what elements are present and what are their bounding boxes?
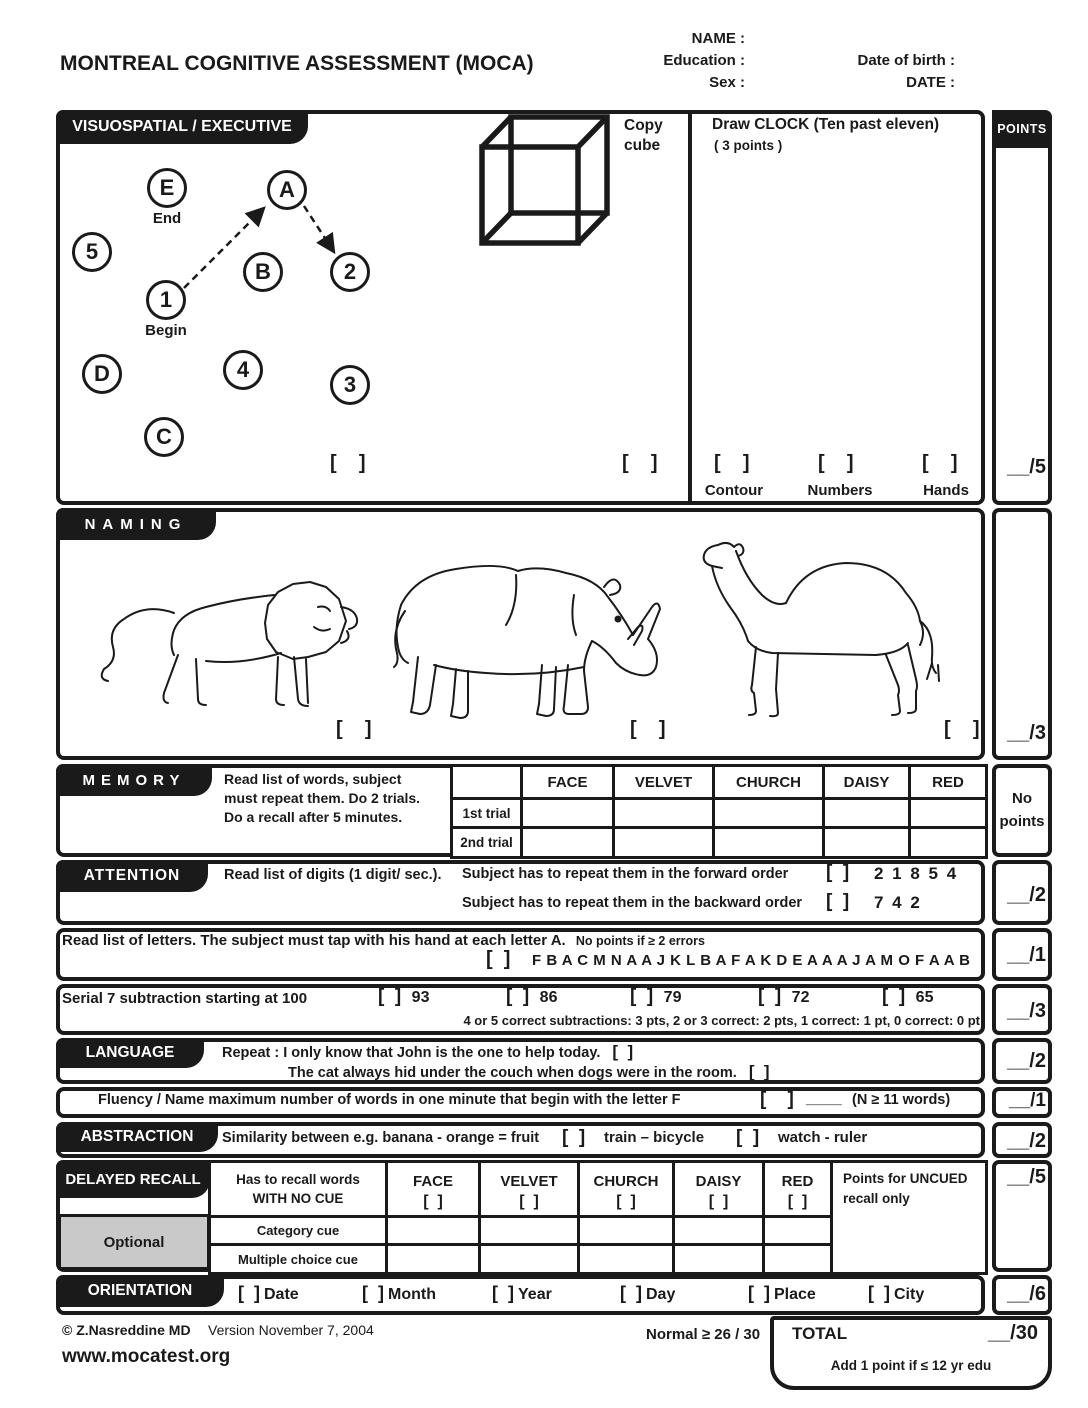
memory-trial1-cell[interactable] — [824, 799, 910, 828]
abstraction-pair1: train – bicycle — [604, 1129, 705, 1146]
attention-section-header: ATTENTION — [56, 860, 208, 892]
multiple-choice-cue-cell[interactable] — [764, 1245, 832, 1274]
lion-checkbox[interactable]: [ ] — [336, 718, 372, 740]
abstraction-score[interactable]: __/2 — [1007, 1130, 1046, 1152]
abstraction-section-header: ABSTRACTION — [56, 1122, 218, 1152]
hands-label: Hands — [923, 482, 969, 499]
trail-node-C[interactable] — [144, 417, 184, 457]
date-label: DATE : — [906, 74, 955, 91]
multiple-choice-cue-cell[interactable] — [387, 1245, 480, 1274]
backward-digits: 7 4 2 — [874, 893, 922, 912]
serial7-value: 79 — [663, 989, 682, 1006]
serial7-item-65 — [882, 986, 933, 1008]
recall-word-face — [387, 1162, 480, 1217]
trail-node-D[interactable] — [82, 354, 122, 394]
trail-checkbox[interactable]: [ ] — [330, 452, 366, 474]
orientation-year-checkbox[interactable]: [ ] — [492, 1283, 514, 1303]
memory-instruction: Read list of words, subject must repeat them. Do 2 trials. Do a recall after 5 minutes. — [224, 771, 421, 825]
numbers-label: Numbers — [807, 482, 873, 499]
category-cue-cell[interactable] — [579, 1217, 674, 1245]
serial7-value: 86 — [539, 989, 558, 1006]
orientation-item-label: Place — [774, 1286, 816, 1303]
recall-word-label: DAISY — [695, 1172, 742, 1190]
copy-cube-label: Copy cube — [624, 117, 663, 155]
camel-icon — [704, 543, 939, 716]
trail-end-label: End — [152, 210, 182, 227]
clock-hands-checkbox[interactable]: [ ] — [922, 452, 958, 474]
camel-checkbox[interactable]: [ ] — [944, 718, 980, 740]
category-cue-cell[interactable] — [387, 1217, 480, 1245]
memory-trial2-cell[interactable] — [714, 828, 824, 858]
category-cue-cell[interactable] — [764, 1217, 832, 1245]
page-title: MONTREAL COGNITIVE ASSESSMENT (MOCA) — [60, 52, 534, 75]
orientation-score[interactable]: __/6 — [1007, 1283, 1046, 1305]
orientation-section-header: ORIENTATION — [56, 1275, 224, 1307]
multiple-choice-cue-label: Multiple choice cue — [210, 1245, 387, 1274]
education-label: Education : — [663, 52, 745, 69]
visuospatial-points-box — [992, 110, 1052, 505]
letters-instruction-text: Read list of letters. The subject must tap with his hand at each letter A. — [62, 932, 566, 949]
trail-node-label: 1 — [159, 287, 173, 312]
trail-node-E[interactable] — [147, 168, 187, 208]
copyright-text: © Z.Nasreddine MD — [62, 1322, 191, 1338]
recall-church-checkbox[interactable]: [ ] — [616, 1192, 636, 1210]
language-section-header: LANGUAGE — [56, 1038, 204, 1068]
serial7-item-86 — [506, 986, 557, 1008]
trail-node-3[interactable] — [330, 365, 370, 405]
delayed-recall-table — [208, 1160, 988, 1275]
serial7-checkbox[interactable]: [ ] — [378, 986, 402, 1007]
naming-animals-graphic — [56, 535, 985, 735]
orientation-item-label: Day — [646, 1286, 676, 1303]
sex-label: Sex : — [709, 74, 745, 91]
recall-word-daisy — [674, 1162, 764, 1217]
memory-trial2-cell[interactable] — [614, 828, 714, 858]
trail-node-4[interactable] — [223, 350, 263, 390]
orientation-place-checkbox[interactable]: [ ] — [748, 1283, 770, 1303]
draw-clock-label: Draw CLOCK (Ten past eleven) — [712, 116, 940, 133]
repeat-sentence-1 — [222, 1042, 633, 1062]
orientation-item-month — [362, 1283, 436, 1304]
orientation-day-checkbox[interactable]: [ ] — [620, 1283, 642, 1303]
memory-section-header: MEMORY — [56, 764, 212, 796]
memory-corner-cell — [452, 766, 522, 799]
orientation-item-label: City — [894, 1286, 925, 1303]
orientation-city-checkbox[interactable]: [ ] — [868, 1283, 890, 1303]
serial7-value: 93 — [411, 989, 430, 1006]
lion-icon — [102, 582, 357, 706]
orientation-item-label: Year — [518, 1286, 552, 1303]
trail-node-label: C — [156, 424, 172, 449]
memory-trial2-cell[interactable] — [522, 828, 614, 858]
serial7-item-93 — [378, 986, 429, 1008]
serial7-checkbox[interactable]: [ ] — [506, 986, 530, 1007]
category-cue-cell[interactable] — [674, 1217, 764, 1245]
naming-score[interactable]: __/3 — [1007, 722, 1046, 744]
memory-table — [450, 764, 988, 859]
recall-word-label: VELVET — [500, 1172, 558, 1190]
orientation-date-checkbox[interactable]: [ ] — [238, 1283, 260, 1303]
trail-node-2[interactable] — [330, 252, 370, 292]
dob-label: Date of birth : — [857, 52, 955, 69]
fluency-label: Fluency / Name maximum number of words in one minute that begin with the letter F — [98, 1092, 681, 1108]
recall-instruction-cell — [210, 1162, 387, 1217]
orientation-month-checkbox[interactable]: [ ] — [362, 1283, 384, 1303]
serial7-scoring-note: 4 or 5 correct subtractions: 3 pts, 2 or 3 correct: 2 pts, 1 correct: 1 pt, 0 correct: 0 pt — [463, 1013, 980, 1028]
trail-node-label: 3 — [343, 372, 357, 397]
memory-trial2-cell[interactable] — [910, 828, 987, 858]
multiple-choice-cue-cell[interactable] — [674, 1245, 764, 1274]
rhinoceros-checkbox[interactable]: [ ] — [630, 718, 666, 740]
orientation-item-label: Month — [388, 1286, 436, 1303]
category-cue-label: Category cue — [210, 1217, 387, 1245]
clock-points-note: ( 3 points ) — [714, 138, 783, 153]
total-label: TOTAL — [792, 1324, 848, 1343]
delayed-recall-section-header: DELAYED RECALL — [56, 1160, 210, 1198]
clock-contour-checkbox[interactable]: [ ] — [714, 452, 750, 474]
trail-node-label: B — [255, 259, 271, 284]
trail-node-label: 2 — [343, 259, 357, 284]
memory-trial1-cell[interactable] — [522, 799, 614, 828]
clock-numbers-checkbox[interactable]: [ ] — [818, 452, 854, 474]
forward-digits: 2 1 8 5 4 — [874, 864, 959, 883]
memory-word-red: RED — [910, 766, 987, 799]
orientation-item-date — [238, 1283, 299, 1304]
abstraction-pair2-checkbox[interactable]: [ ] — [736, 1127, 760, 1148]
cube-graphic — [470, 112, 620, 252]
recall-instruction-line1: Has to recall words — [236, 1172, 360, 1187]
trail-begin-label: Begin — [145, 322, 187, 339]
repeat-sentence-2-text: The cat always hid under the couch when dogs were in the room. — [288, 1065, 737, 1081]
abstraction-instruction: Similarity between e.g. banana - orange = fruit — [222, 1130, 540, 1146]
total-score-field[interactable]: __/30 — [987, 1322, 1038, 1344]
digits-instruction: Read list of digits (1 digit/ sec.). — [224, 867, 442, 883]
recall-word-red — [764, 1162, 832, 1217]
uncued-note: Points for UNCUED recall only — [832, 1162, 987, 1274]
trail-node-1[interactable] — [146, 280, 186, 320]
repeat-sentence-2 — [288, 1062, 770, 1082]
serial7-checkbox[interactable]: [ ] — [758, 986, 782, 1007]
category-cue-cell[interactable] — [480, 1217, 579, 1245]
backward-digits-checkbox[interactable]: [ ] — [826, 891, 850, 912]
letters-sequence: F B A C M N A A J K L B A F A K D E A A A J A M O F A A B — [532, 952, 971, 969]
letters-checkbox[interactable]: [ ] — [486, 948, 511, 970]
abstraction-pair1-checkbox[interactable]: [ ] — [562, 1127, 586, 1148]
recall-instruction-line2: WITH NO CUE — [252, 1191, 344, 1206]
delayed-recall-score[interactable]: __/5 — [1007, 1166, 1046, 1188]
optional-label: Optional — [58, 1214, 210, 1270]
recall-word-label: FACE — [412, 1172, 453, 1190]
memory-word-velvet: VELVET — [614, 766, 714, 799]
orientation-item-place — [748, 1283, 816, 1304]
recall-word-velvet — [480, 1162, 579, 1217]
serial7-value: 72 — [791, 989, 810, 1006]
version-text: Version November 7, 2004 — [208, 1322, 374, 1338]
trail-node-label: A — [279, 177, 295, 202]
trail-node-label: 5 — [85, 239, 99, 264]
recall-word-label: RED — [781, 1172, 814, 1190]
fluency-note: (N ≥ 11 words) — [852, 1092, 951, 1108]
letters-instruction — [62, 932, 705, 949]
memory-trial2-label: 2nd trial — [452, 828, 522, 858]
naming-section-header: NAMING — [56, 508, 216, 540]
education-bonus-note: Add 1 point if ≤ 12 yr edu — [830, 1358, 992, 1373]
repeat-sentence-1-checkbox[interactable]: [ ] — [612, 1042, 634, 1061]
memory-word-church: CHURCH — [714, 766, 824, 799]
memory-word-daisy: DAISY — [824, 766, 910, 799]
website-link[interactable]: www.mocatest.org — [62, 1346, 231, 1367]
recall-face-checkbox[interactable]: [ ] — [423, 1192, 443, 1210]
orientation-item-year — [492, 1283, 552, 1304]
name-label: NAME : — [691, 30, 745, 47]
recall-word-label: CHURCH — [593, 1172, 659, 1190]
recall-velvet-checkbox[interactable]: [ ] — [519, 1192, 539, 1210]
memory-trial1-label: 1st trial — [452, 799, 522, 828]
fluency-blank-field[interactable]: ____ — [806, 1090, 842, 1107]
points-column-header: POINTS — [992, 110, 1052, 148]
cube-checkbox[interactable]: [ ] — [622, 452, 658, 474]
multiple-choice-cue-cell[interactable] — [480, 1245, 579, 1274]
serial7-label: Serial 7 subtraction starting at 100 — [62, 990, 308, 1007]
letters-no-points-note: No points if ≥ 2 errors — [575, 934, 705, 948]
serial7-item-72 — [758, 986, 809, 1008]
trail-node-label: E — [159, 175, 175, 200]
attention-letters-score[interactable]: __/1 — [1007, 944, 1046, 966]
forward-order-label: Subject has to repeat them in the forward order — [462, 866, 789, 882]
language-repeat-score[interactable]: __/2 — [1007, 1050, 1046, 1072]
multiple-choice-cue-cell[interactable] — [579, 1245, 674, 1274]
repeat-sentence-1-text: Repeat : I only know that John is the one to help today. — [222, 1045, 601, 1061]
clock-drawing-area[interactable] — [696, 160, 981, 440]
memory-trial2-cell[interactable] — [824, 828, 910, 858]
fluency-checkbox[interactable]: [ ] — [760, 1089, 794, 1110]
normal-cutoff-note: Normal ≥ 26 / 30 — [646, 1326, 761, 1343]
attention-digits-score[interactable]: __/2 — [1007, 884, 1046, 906]
abstraction-pair2: watch - ruler — [778, 1129, 868, 1146]
memory-trial1-cell[interactable] — [614, 799, 714, 828]
contour-label: Contour — [704, 482, 764, 499]
memory-trial1-cell[interactable] — [714, 799, 824, 828]
memory-trial1-cell[interactable] — [910, 799, 987, 828]
repeat-sentence-2-checkbox[interactable]: [ ] — [748, 1062, 770, 1081]
recall-daisy-checkbox[interactable]: [ ] — [708, 1192, 729, 1210]
serial7-value: 65 — [915, 989, 934, 1006]
memory-no-points-label: No points — [999, 790, 1045, 830]
orientation-item-day — [620, 1283, 675, 1304]
attention-serial7-score[interactable]: __/3 — [1007, 1000, 1046, 1022]
forward-digits-checkbox[interactable]: [ ] — [826, 862, 850, 883]
trail-node-5[interactable] — [72, 232, 112, 272]
trail-node-A[interactable] — [267, 170, 307, 210]
trail-node-label: D — [94, 361, 110, 386]
visuospatial-section-header: VISUOSPATIAL / EXECUTIVE — [56, 110, 308, 144]
orientation-item-label: Date — [264, 1286, 299, 1303]
rhinoceros-icon — [394, 566, 660, 718]
visuospatial-score[interactable]: __/5 — [1007, 456, 1046, 478]
memory-word-face: FACE — [522, 766, 614, 799]
language-fluency-score[interactable]: __/1 — [1009, 1090, 1046, 1111]
recall-word-church — [579, 1162, 674, 1217]
serial7-item-79 — [630, 986, 681, 1008]
serial7-checkbox[interactable]: [ ] — [630, 986, 654, 1007]
backward-order-label: Subject has to repeat them in the backward order — [462, 895, 803, 911]
trail-node-B[interactable] — [243, 252, 283, 292]
recall-red-checkbox[interactable]: [ ] — [787, 1192, 808, 1210]
trail-node-label: 4 — [236, 357, 250, 382]
serial7-checkbox[interactable]: [ ] — [882, 986, 906, 1007]
orientation-item-city — [868, 1283, 924, 1304]
